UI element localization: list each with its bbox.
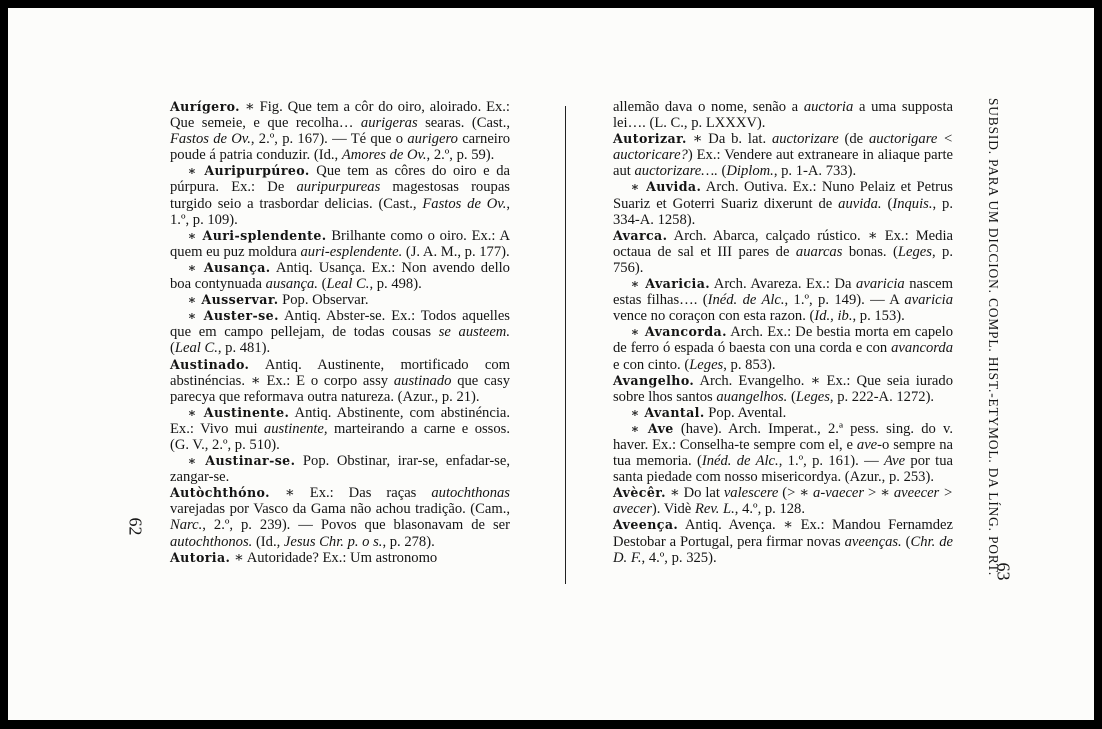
entry-text: , p. 334-A. 1258). (613, 195, 953, 228)
entry-text: ∗ Autoridade? Ex.: Um astronomo (230, 549, 438, 566)
entry-headword: Austinado. (170, 356, 250, 372)
entry-text: > ∗ (864, 485, 894, 502)
entry-text: por tua santa piedade com nosso misericordya. (Azur., p. 253). (613, 453, 953, 486)
entry-text: allemão dava o nome, senão a (613, 99, 804, 115)
entry-italic: ave (856, 436, 878, 453)
entry-text: , p. 498). (369, 276, 422, 293)
dictionary-entry (613, 99, 953, 131)
entry-text: ∗ Da b. lat. (686, 131, 772, 148)
running-header-text: SUBSID. PARA UM DICCION. COMPL. HIST.-ETYMOL. DA LÍNG. PORT. (986, 98, 1001, 577)
entry-italic: austinado (393, 372, 452, 389)
column-divider (565, 106, 566, 584)
entry-text: ∗ Fig. Que tem a côr do oiro, aloirado. Ex.: Que semeie, e que recolha… (170, 99, 510, 132)
entry-text: , p. 481). (217, 340, 271, 357)
entry-text: Antiq. Usança. Ex.: Non avendo dello boa contynuada (170, 259, 510, 293)
entry-text: ). Vidè (651, 501, 695, 518)
dictionary-entry (613, 405, 953, 421)
entry-italic: auctoria (803, 99, 854, 115)
entry-text: que casy parecya que reformava outra natureza. (Azur., p. 21). (170, 372, 510, 405)
entry-italic: aveenças. (844, 533, 902, 550)
entry-headword: Aveença. (613, 517, 679, 533)
entry-italic: Fastos de Ov. (422, 195, 507, 212)
entry-text: , 1.º, p. 149). — A (784, 292, 905, 309)
page-number-right: 63 (993, 562, 1014, 581)
entry-italic: Inéd. de Alc. (707, 292, 785, 309)
dictionary-entry (170, 405, 510, 453)
dictionary-entry (613, 276, 953, 324)
entry-text: , p. 756). (613, 243, 953, 276)
dictionary-entry (170, 260, 510, 292)
entry-italic: Ave (884, 453, 906, 470)
entry-italic: Diplom. (726, 163, 774, 180)
entry-italic: ausança. (265, 276, 318, 293)
dictionary-entry (613, 485, 953, 517)
entry-text: ∗ Do lat (665, 485, 724, 502)
entry-text: (de (838, 131, 869, 148)
right-column (613, 99, 953, 566)
entry-text: Antiq. Abstinente, com abstinéncia. Ex.: Vivo mui (170, 404, 510, 437)
entry-text: -o sempre na tua memoria. ( (613, 436, 953, 470)
entry-italic: aveecer > avecer (613, 485, 953, 518)
entry-text: Antiq. Austinente, mortificado com abstinéncias. ∗ Ex.: E o corpo assy (170, 356, 510, 389)
dictionary-entry (170, 163, 510, 227)
entry-text: , 1.º, p. 109). (170, 195, 510, 228)
entry-headword: ∗ Ave (630, 420, 674, 436)
entry-text: carneiro poude á patria conduzir. (Id., (170, 131, 511, 164)
entry-text: , 4.º, p. 325). (641, 549, 717, 566)
entry-italic: valescere (723, 485, 779, 502)
entry-italic: Leges (897, 243, 932, 260)
entry-text: vence no coraçon con esta razon. ( (613, 308, 815, 325)
entry-text: searas. (Cast., (417, 115, 510, 132)
entry-text: varejadas por Vasco da Gama não achou tradição. (Cam., (170, 501, 510, 518)
page-number-left: 62 (125, 517, 146, 536)
entry-headword: ∗ Auri-splendente. (187, 227, 327, 243)
dictionary-entry (170, 292, 510, 308)
dictionary-entry (170, 485, 510, 549)
entry-headword: ∗ Avantal. (630, 404, 705, 420)
entry-text: Pop. Avental. (704, 404, 787, 421)
entry-text: ( (787, 388, 796, 405)
entry-italic: Fastos de Ov. (170, 131, 251, 148)
entry-headword: ∗ Auster-se. (187, 308, 279, 324)
entry-text: Que tem as côres do oiro e da púrpura. Ex.: De (170, 163, 511, 196)
entry-headword: Autorizar. (613, 131, 687, 147)
entry-text: , 2.º, p. 167). — Té que o (250, 131, 408, 148)
dictionary-entry (613, 324, 953, 372)
dictionary-entry (613, 228, 953, 276)
book-page-spread (8, 8, 1094, 720)
entry-text: Brilhante como o oiro. Ex.: A quem eu puz moldura (170, 227, 510, 260)
entry-text: , 4.º, p. 128. (734, 501, 805, 518)
entry-text: , 2.º, p. 59). (426, 147, 495, 164)
entry-text: , p. 153). (852, 308, 905, 325)
entry-text: , p. 853). (723, 356, 776, 373)
entry-text: bonas. ( (842, 243, 898, 260)
entry-headword: Aurígero. (170, 99, 240, 114)
entry-headword: ∗ Ausservar. (187, 292, 279, 308)
entry-italic: auarcas (795, 243, 843, 260)
entry-italic: auri-esplendente. (300, 243, 403, 260)
entry-headword: Avangelho. (613, 372, 695, 388)
entry-italic: Chr. de D. F. (613, 533, 953, 566)
dictionary-entry (613, 131, 953, 179)
entry-italic: se austeem. (438, 324, 510, 341)
entry-headword: Avècêr. (613, 485, 666, 501)
entry-text: ( (901, 533, 911, 550)
entry-italic: austinente, (263, 420, 328, 437)
entry-text: Antiq. Avença. ∗ Ex.: Mandou Fernamdez Destobar a Portugal, pera firmar novas (613, 517, 953, 550)
dictionary-entry (613, 179, 953, 227)
entry-italic: avaricia (904, 292, 953, 309)
dictionary-entry (613, 373, 953, 405)
entry-text: Arch. Evangelho. ∗ Ex.: Que seia iurado sobre lhos santos (613, 372, 953, 405)
entry-italic: Leal C. (326, 276, 370, 293)
entry-text: ( (881, 195, 893, 212)
entry-headword: ∗ Avaricia. (630, 276, 711, 292)
entry-text: , p. 222-A. 1272). (829, 388, 935, 405)
entry-italic: Jesus Chr. p. o s. (283, 533, 383, 550)
entry-headword: Autoria. (170, 549, 231, 565)
entry-headword: ∗ Auvida. (630, 179, 702, 195)
entry-headword: Avarca. (613, 227, 668, 243)
dictionary-entry (170, 453, 510, 485)
entry-text: (> ∗ (778, 485, 814, 502)
entry-text: (J. A. M., p. 177). (402, 243, 510, 260)
entry-italic: auangelhos. (716, 388, 788, 405)
entry-text: Arch. Outiva. Ex.: Nuno Pelaiz et Petrus Suariz et Goterri Suariz dixerunt de (613, 179, 953, 212)
dictionary-entry (170, 228, 510, 260)
entry-text: magestosas roupas turgido seio a trasbordar delicias. (Cast., (170, 179, 510, 212)
entry-text: , 2.º, p. 239). — Povos que blasonavam de ser (202, 517, 510, 534)
entry-italic: avancorda (891, 340, 953, 357)
entry-italic: Id., ib. (814, 308, 853, 325)
entry-italic: aurigeras (360, 115, 418, 132)
entry-text: a uma supposta lei…. (L. C., p. LXXXV). (613, 99, 953, 132)
entry-text: Arch. Avareza. Ex.: Da (710, 276, 857, 293)
entry-headword: ∗ Avancorda. (630, 324, 727, 340)
entry-headword: ∗ Auripurpúreo. (187, 163, 310, 179)
entry-italic: aurigero (407, 131, 458, 148)
entry-text: (have). Arch. Imperat., 2.ª pess. sing. do v. haver. Ex.: Conselha-te sempre com el, e (613, 420, 953, 453)
entry-text: Arch. Abarca, calçado rústico. ∗ Ex.: Media octaua de sal et III pares de (613, 227, 953, 260)
entry-italic: Leges (689, 356, 724, 373)
entry-text: nascem estas filhas…. ( (613, 276, 953, 309)
entry-italic: Inquis. (892, 195, 933, 212)
entry-italic: Amores de Ov. (341, 147, 427, 164)
entry-italic: Narc. (170, 517, 203, 534)
running-header (983, 98, 1009, 588)
entry-italic: Leal C. (174, 340, 218, 357)
entry-italic: auctorigare < auctoricare? (613, 131, 953, 164)
dictionary-entry (613, 421, 953, 485)
entry-italic: auvida. (838, 195, 882, 212)
entry-text: , p. 1-A. 733). (773, 163, 857, 180)
entry-headword: ∗ Austinar-se. (187, 453, 296, 469)
left-column (170, 99, 510, 566)
entry-italic: autochthonas (431, 485, 510, 502)
entry-italic: a-vaecer (813, 485, 865, 502)
entry-text: e con cinto. ( (613, 356, 690, 373)
entry-text: ) Ex.: Vendere aut extraneare in aliaque parte aut (613, 147, 953, 180)
dictionary-entry (170, 357, 510, 405)
entry-text: , 1.º, p. 161). — (778, 453, 884, 470)
entry-text: ( (317, 276, 327, 293)
entry-headword: ∗ Austinente. (187, 404, 290, 420)
dictionary-entry (170, 99, 510, 163)
entry-text: Arch. Ex.: De bestia morta em capelo de ferro ó espada ó baesta con una corda e con (613, 324, 953, 357)
entry-text: ∗ Ex.: Das raças (269, 485, 432, 502)
entry-italic: Rev. L. (694, 501, 735, 518)
entry-italic: Leges (795, 388, 830, 405)
entry-italic: auctorizare…. (634, 163, 718, 180)
entry-italic: autochthonos. (170, 533, 253, 550)
entry-text: Pop. Observar. (278, 292, 369, 309)
entry-text: marteirando a carne e ossos. (G. V., 2.º, p. 510). (170, 420, 510, 453)
entry-text: Pop. Obstinar, irar-se, enfadar-se, zangar-se. (170, 453, 510, 486)
entry-text: ( (717, 163, 727, 180)
entry-headword: Autòchthóno. (170, 485, 270, 501)
entry-italic: avaricia (856, 276, 905, 293)
entry-text: ( (170, 340, 175, 357)
dictionary-entry (170, 308, 510, 356)
entry-headword: ∗ Ausança. (187, 259, 271, 275)
dictionary-entry (170, 550, 510, 566)
entry-italic: auctorizare (771, 131, 839, 148)
entry-italic: Inéd. de Alc. (701, 453, 779, 470)
entry-text: (Id., (252, 533, 284, 550)
dictionary-entry (613, 517, 953, 565)
entry-text: Antiq. Abster-se. Ex.: Todos aquelles que em campo pellejam, de todas cousas (170, 308, 510, 341)
entry-italic: auripurpureas (296, 179, 381, 196)
entry-text: , p. 278). (382, 533, 435, 550)
